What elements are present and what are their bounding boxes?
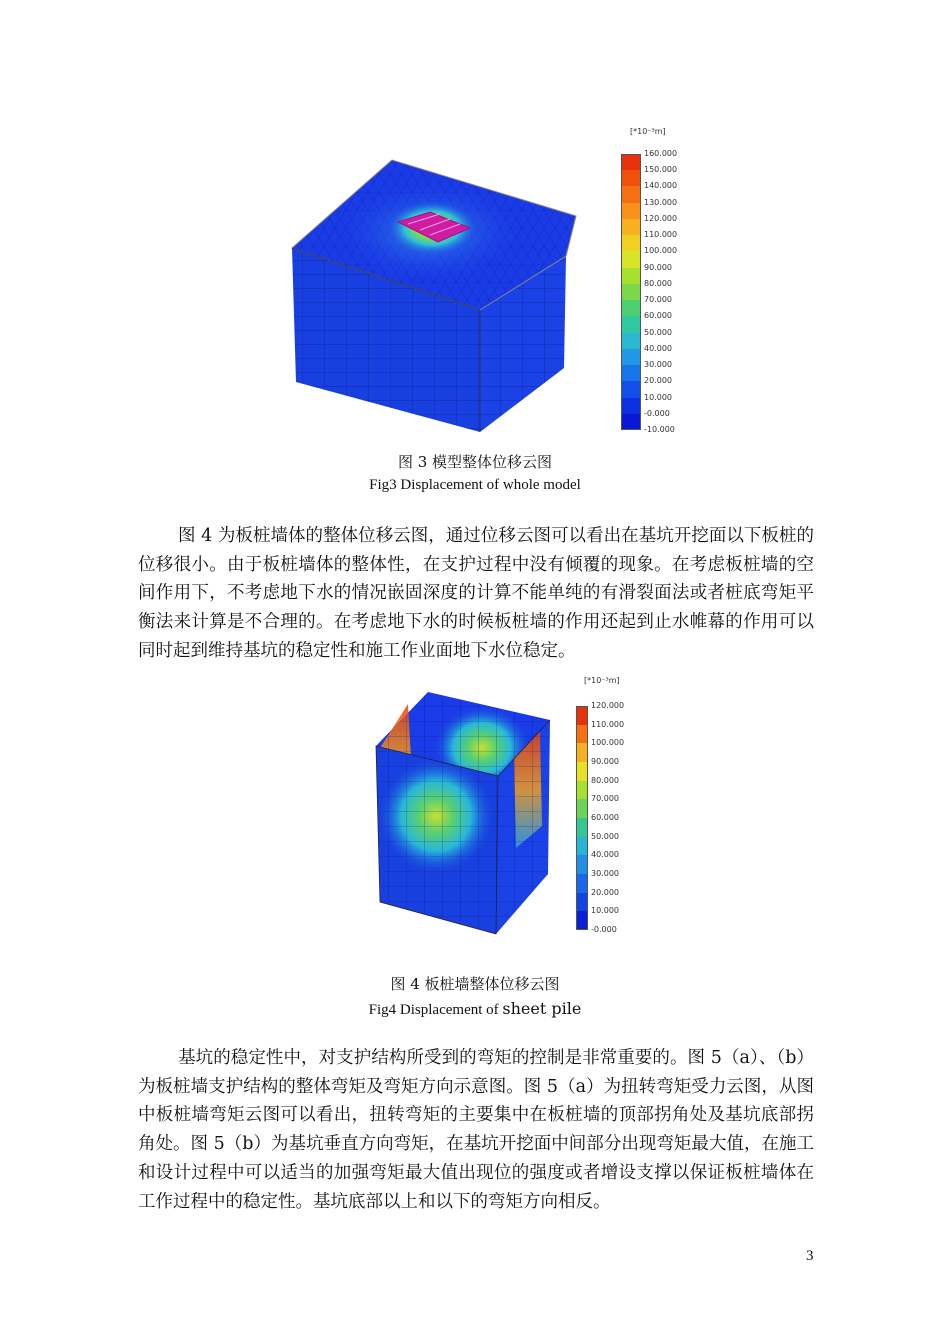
figure-4-legend-label: 20.000 bbox=[591, 887, 619, 897]
figure-4-caption-cn: 图 4 板桩墙整体位移云图 bbox=[390, 975, 560, 993]
figure-3-legend-label: 120.000 bbox=[644, 213, 678, 223]
figure-3-legend-label: 160.000 bbox=[644, 149, 678, 158]
figure-4-unit-label: [*10⁻³m] bbox=[584, 676, 620, 685]
figure-3-legend-label: 150.000 bbox=[644, 165, 678, 175]
figure-4-legend-label: 10.000 bbox=[591, 906, 619, 916]
figure-3-legend-label: 130.000 bbox=[644, 197, 678, 207]
page-number: 3 bbox=[806, 1248, 814, 1264]
figure-4-caption-en bbox=[0, 999, 950, 1019]
figure-4-legend-label: 100.000 bbox=[591, 738, 625, 748]
figure-3-legend-label: 20.000 bbox=[644, 376, 672, 386]
figure-3-legend-label: 90.000 bbox=[644, 262, 672, 272]
figure-3 bbox=[280, 120, 700, 440]
figure-3-caption-cn: 图 3 模型整体位移云图 bbox=[397, 453, 553, 471]
figure-3-legend-label: 100.000 bbox=[644, 246, 678, 256]
figure-3-legend-label: 30.000 bbox=[644, 360, 672, 370]
figure-3-legend-label: 70.000 bbox=[644, 295, 672, 305]
figure-3-color-legend bbox=[621, 149, 701, 434]
figure-3-caption-en: Fig3 Displacement of whole model bbox=[369, 477, 581, 493]
figure-3-legend-label: -10.000 bbox=[644, 425, 675, 434]
figure-3-legend-label: 50.000 bbox=[644, 327, 672, 337]
figure-4-caption-en-prefix: Fig4 Displacement of bbox=[368, 1002, 503, 1018]
figure-4-legend-bar-border bbox=[576, 706, 588, 930]
body-paragraph-2 bbox=[138, 1044, 814, 1216]
figure-4-color-legend bbox=[576, 701, 646, 938]
figure-4-legend-label: 110.000 bbox=[591, 719, 625, 729]
figure-4-legend-label: 70.000 bbox=[591, 794, 619, 804]
figure-3-legend-label: 140.000 bbox=[644, 181, 678, 191]
figure-4-legend-label: 50.000 bbox=[591, 831, 619, 841]
figure-4-legend-label: 60.000 bbox=[591, 813, 619, 822]
figure-3-legend-label: 40.000 bbox=[644, 343, 672, 353]
figure-3-unit-label: [*10⁻³m] bbox=[630, 127, 666, 136]
figure-4-legend-label: 80.000 bbox=[591, 775, 619, 785]
figure-3-legend-label: 10.000 bbox=[644, 392, 672, 402]
figure-4-legend-label: 90.000 bbox=[591, 757, 619, 766]
figure-4-legend-label: -0.000 bbox=[591, 925, 617, 934]
figure-3-legend-label: 60.000 bbox=[644, 311, 672, 321]
figure-4-legend-label: 120.000 bbox=[591, 701, 625, 710]
figure-4-sheet-pile-plot bbox=[370, 676, 570, 946]
figure-3-legend-bar-border bbox=[621, 154, 641, 430]
paragraph-1-text: 图 4 为板桩墙体的整体位移云图，通过位移云图可以看出在基坑开挖面以下板桩的位移很小。由于板桩墙体的整体性，在支护过程中没有倾覆的现象。在考虑板桩墙的空间作用下，不考虑地下水的情况嵌固深度的计算不能单纯的有滑裂面法或者桩底弯矩平衡法来计算是不合理的。在考虑地下水的时候板桩墙的作用还起到止水帷幕的作用可以同时起到维持基坑的稳定性和施工作业面地下水位稳定。 bbox=[138, 526, 814, 661]
figure-3-legend-label: 80.000 bbox=[644, 278, 672, 288]
figure-4-caption-en-suffix: sheet pile bbox=[502, 999, 582, 1018]
figure-4-legend-label: 40.000 bbox=[591, 850, 619, 860]
figure-4-legend-label: 30.000 bbox=[591, 869, 619, 878]
figure-3-legend-label: -0.000 bbox=[644, 408, 670, 418]
figure-4 bbox=[370, 676, 640, 946]
figure-3-legend-label: 110.000 bbox=[644, 230, 678, 240]
paragraph-2-text: 基坑的稳定性中，对支护结构所受到的弯矩的控制是非常重要的。图 5（a）、（b）为板桩墙支护结构的整体弯矩及弯矩方向示意图。图 5（a）为扭转弯矩受力云图，从图中板桩墙弯矩云图可以看出，扭转弯矩的主要集中在板桩墙的顶部拐角处及基坑底部拐角处。图 5（b）为基坑垂直方向弯矩，在基坑开挖面中间部分出现弯矩最大值，在施工和设计过程中可以适当的加强弯矩最大值出现位的强度或者增设支撑以保证板桩墙体在工作过程中的稳定性。基坑底部以上和以下的弯矩方向相反。 bbox=[138, 1048, 814, 1212]
body-paragraph-1 bbox=[138, 522, 814, 666]
